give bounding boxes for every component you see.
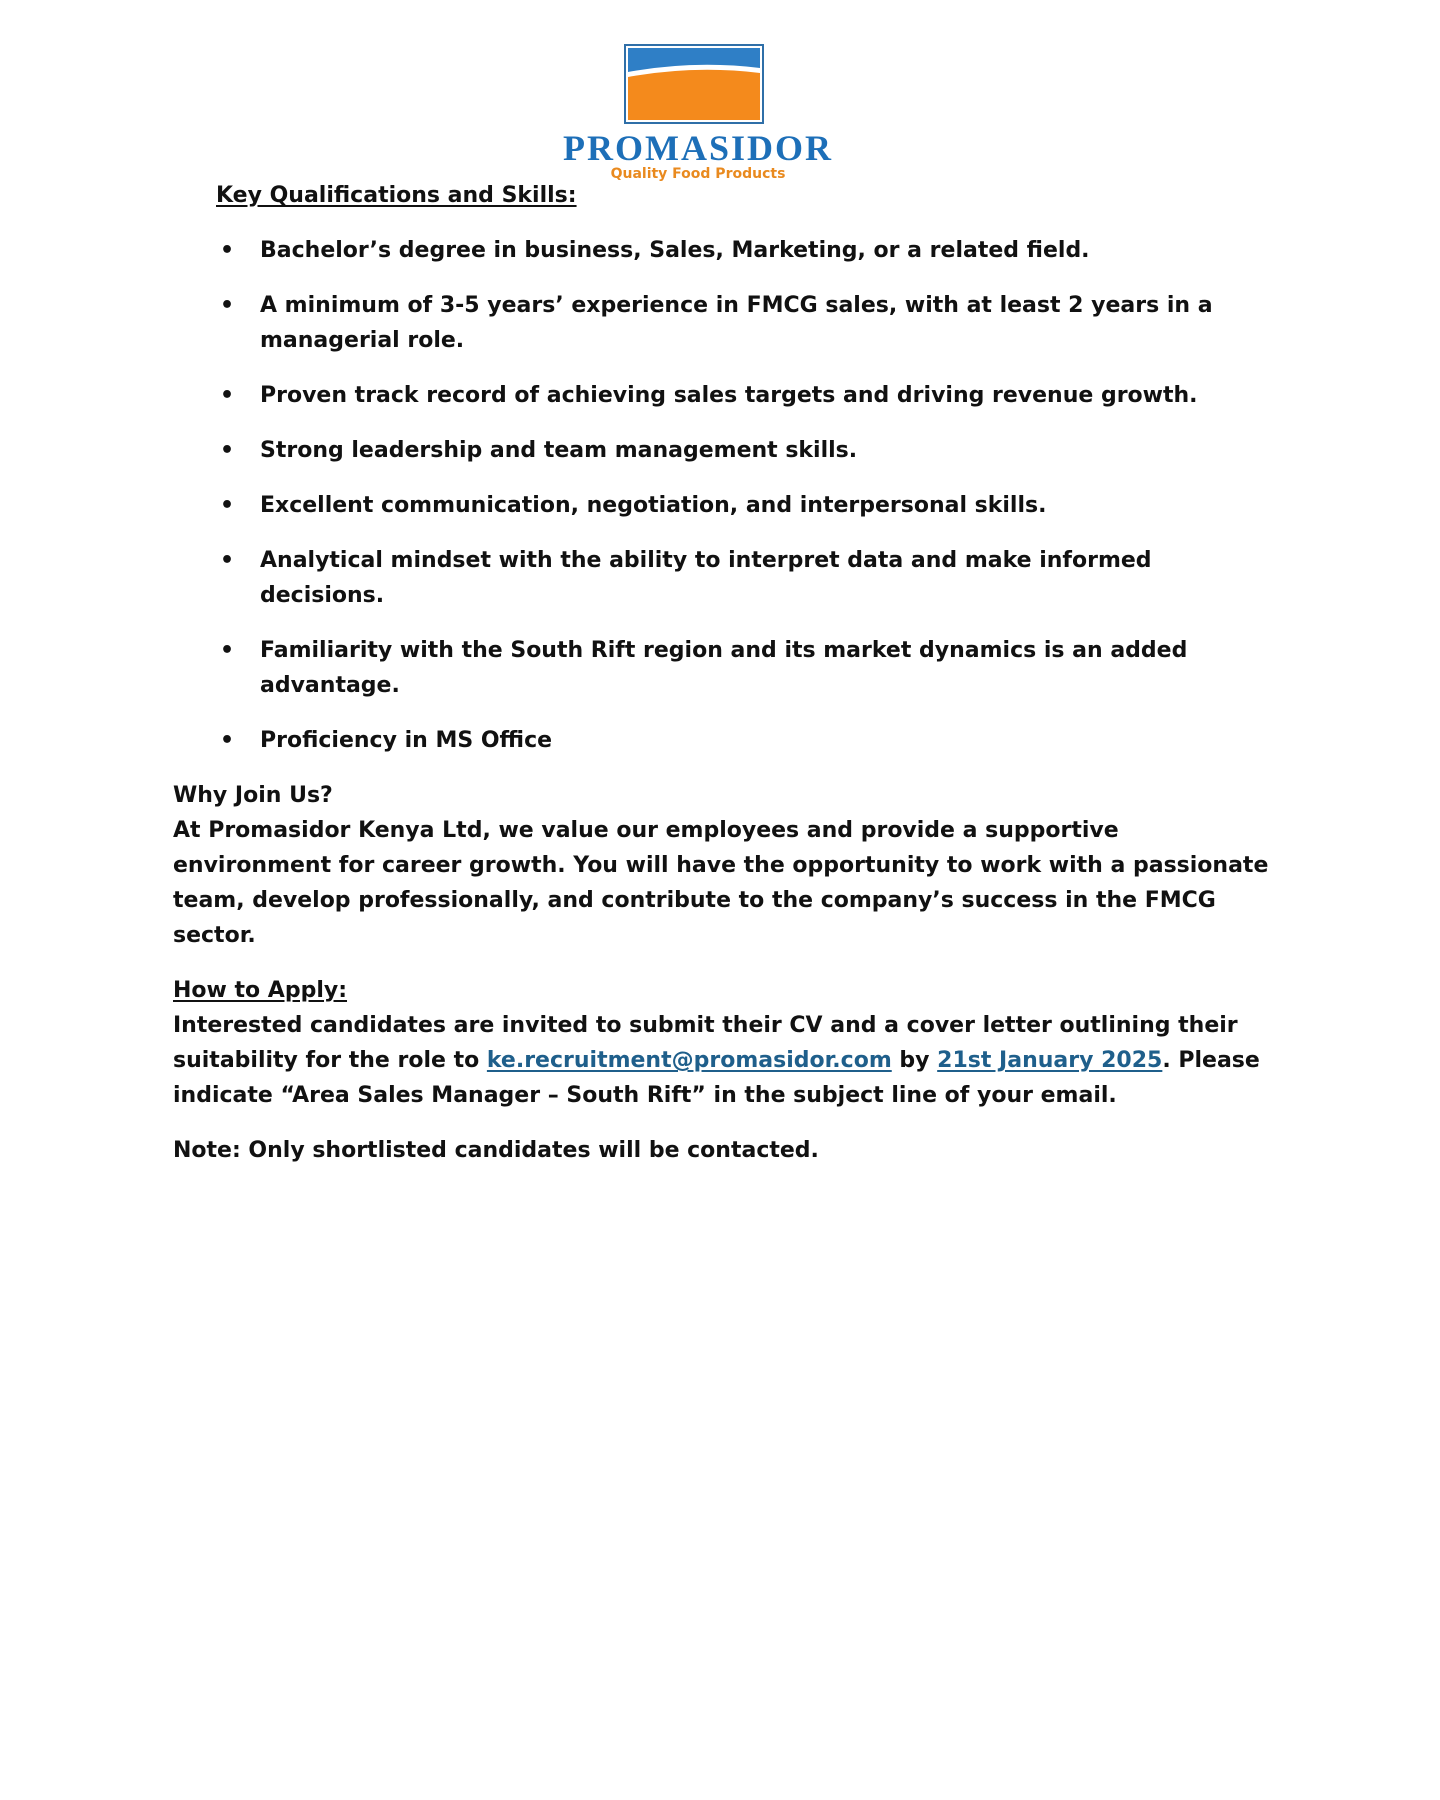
list-item-text: Analytical mindset with the ability to interpret data and make informed decisions. [260, 548, 1152, 608]
bullet-icon: • [219, 383, 235, 408]
bullet-icon: • [219, 728, 235, 753]
deadline-link[interactable]: 21st January 2025 [937, 1048, 1163, 1073]
promasidor-logo [538, 44, 858, 180]
apply-text-by: by [891, 1048, 938, 1073]
how-to-apply-section [173, 973, 1273, 1113]
list-item [173, 233, 1273, 268]
list-item [173, 543, 1273, 613]
list-item-text: Bachelor’s degree in business, Sales, Marketing, or a related field. [260, 238, 1090, 263]
shortlist-note: Note: Only shortlisted candidates will be contacted. [173, 1138, 819, 1163]
bullet-icon: • [219, 438, 235, 463]
why-join-heading: Why Join Us? [173, 783, 333, 808]
list-item [173, 633, 1273, 703]
list-item [173, 723, 1273, 758]
bullet-icon: • [219, 238, 235, 263]
logo-wordmark: PROMASIDOR [563, 128, 833, 168]
list-item [173, 378, 1273, 413]
bullet-icon: • [219, 548, 235, 573]
list-item [173, 433, 1273, 468]
why-join-section [173, 778, 1273, 953]
logo-mark-icon [624, 44, 764, 124]
how-to-apply-heading: How to Apply: [173, 978, 348, 1003]
apply-text-subject: . Please indicate “Area Sales Manager – South Rift” in the subject line of your email. [173, 1048, 1260, 1108]
qualifications-heading: Key Qualifications and Skills: [216, 183, 577, 208]
bullet-icon: • [219, 493, 235, 518]
bullet-icon: • [219, 638, 235, 663]
apply-text-intro: Interested candidates are invited to submit their CV and a cover letter outlining their suitability for the role to [173, 1013, 1238, 1073]
list-item-text: Excellent communication, negotiation, and interpersonal skills. [260, 493, 1047, 518]
why-join-body: At Promasidor Kenya Ltd, we value our employees and provide a supportive environment for career growth. You will have the opportunity to work with a passionate team, develop professionally, and contribute to the company’s success in the FMCG sector. [173, 818, 1269, 948]
list-item-text: Proficiency in MS Office [260, 728, 553, 753]
list-item [173, 288, 1273, 358]
list-item-text: A minimum of 3-5 years’ experience in FMCG sales, with at least 2 years in a managerial role. [260, 293, 1213, 353]
bullet-icon: • [219, 293, 235, 318]
list-item-text: Familiarity with the South Rift region and its market dynamics is an added advantage. [260, 638, 1188, 698]
list-item [173, 488, 1273, 523]
logo-tagline: Quality Food Products [610, 166, 786, 182]
job-posting-document [173, 178, 1273, 1168]
how-to-apply-body [173, 1008, 1273, 1113]
qualifications-list [173, 233, 1273, 758]
recruitment-email-link[interactable]: ke.recruitment@promasidor.com [486, 1048, 892, 1073]
list-item-text: Strong leadership and team management skills. [260, 438, 858, 463]
list-item-text: Proven track record of achieving sales targets and driving revenue growth. [260, 383, 1198, 408]
